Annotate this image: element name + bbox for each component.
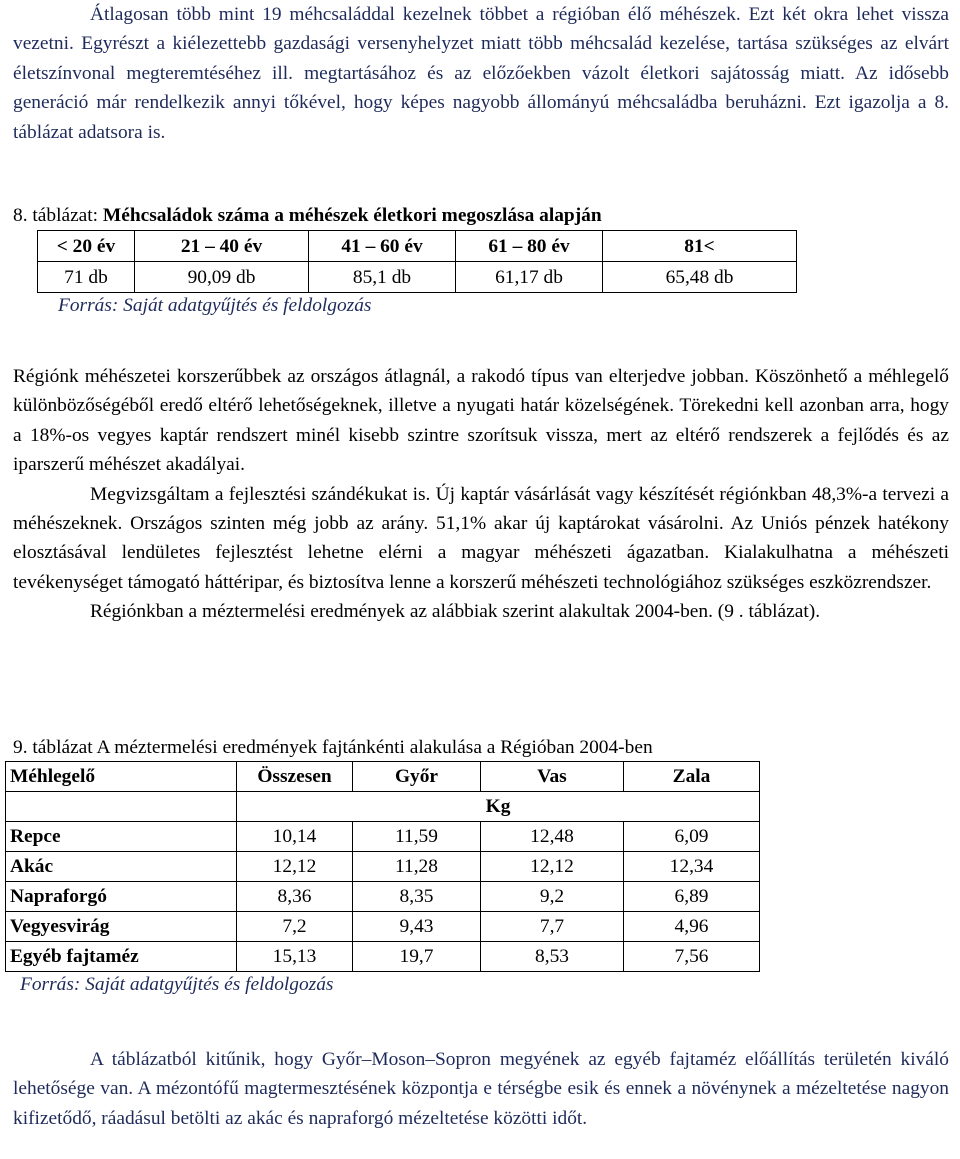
- table8-value-cell: 85,1 db: [309, 262, 456, 293]
- table9-header-cell: Összesen: [237, 762, 353, 792]
- table9-cell: 19,7: [353, 942, 481, 972]
- table9-row-label: Napraforgó: [6, 882, 237, 912]
- table9-row-label: Vegyesvirág: [6, 912, 237, 942]
- table9-cell: 9,2: [481, 882, 624, 912]
- table-row: [6, 942, 760, 972]
- table9-cell: 12,34: [624, 852, 760, 882]
- paragraph-development: Megvizsgáltam a fejlesztési szándékukat is. Új kaptár vásárlását vagy készítését régiónkban 48,3%-a tervezi a méhészeknek. Országos szinten még jobb az arány. 51,1% akar új kaptárokat vásárolni. Az Uniós pénzek hatékony elosztásával lendületes fejlesztést lehetne elérni a magyar méhészeti ágazatban. Kialakulhatna a méhészeti tevékenységet támogató háttéripar, és biztosítva lenne a korszerű méhészeti technológiához szükséges eszközrendszer.: [13, 483, 949, 593]
- table9-cell: 4,96: [624, 912, 760, 942]
- table-row: [6, 852, 760, 882]
- table8-caption-title: Méhcsaládok száma a méhészek életkori megoszlása alapján: [102, 205, 602, 226]
- table9-cell: 12,48: [481, 822, 624, 852]
- table9-cell: 6,09: [624, 822, 760, 852]
- table8-value-cell: 90,09 db: [135, 262, 309, 293]
- table8-value-cell: 65,48 db: [603, 262, 797, 293]
- paragraph-conclusion: A táblázatból kitűnik, hogy Győr–Moson–Sopron megyének az egyéb fajtaméz előállítás területén kiváló lehetősége van. A mézontófű magtermesztésének központja e térségbe esik és ennek a növénynek a mézeltetése nagyon kifizetődő, ráadásul betölti az akác és napraforgó mézeltetése közötti időt.: [13, 1049, 949, 1129]
- table-row: [6, 912, 760, 942]
- table8-value-row: [38, 262, 797, 293]
- table8-caption-prefix: 8. táblázat:: [13, 205, 103, 226]
- table9-empty-cell: [6, 792, 237, 822]
- table8-source: Forrás: Saját adatgyűjtés és feldolgozás: [58, 295, 372, 316]
- table9-cell: 12,12: [237, 852, 353, 882]
- paragraph-modern-hives: Régiónk méhészetei korszerűbbek az országos átlagnál, a rakodó típus van elterjedve jobban. Köszönhető a méhlegelő különbözőségéből eredő eltérő lehetőségeknek, illetve a nyugati határ közelségének. Törekedni kell azonban arra, hogy a 18%-os vegyes kaptár rendszert minél kisebb szintre szorítsuk vissza, mert az eltérő rendszerek a fejlődés és az iparszerű méhészet akadályai.: [13, 366, 949, 476]
- table8-header-cell: < 20 év: [38, 231, 135, 262]
- table-row: [6, 882, 760, 912]
- table9-header-cell: Zala: [624, 762, 760, 792]
- table9-cell: 7,7: [481, 912, 624, 942]
- table-row: [6, 822, 760, 852]
- table8-caption: [13, 201, 949, 230]
- table9-cell: 11,28: [353, 852, 481, 882]
- paragraph-honey-results: Régiónkban a méztermelési eredmények az alábbiak szerint alakultak 2004-ben. (9 . táblázat).: [90, 601, 821, 623]
- table9: [5, 761, 760, 972]
- table9-cell: 8,36: [237, 882, 353, 912]
- table9-cell: 8,53: [481, 942, 624, 972]
- table8-value-cell: 71 db: [38, 262, 135, 293]
- table8-header-row: [38, 231, 797, 262]
- table9-row-label: Egyéb fajtaméz: [6, 942, 237, 972]
- table9-header-cell: Vas: [481, 762, 624, 792]
- table8-header-cell: 81<: [603, 231, 797, 262]
- intro-section: [13, 0, 949, 147]
- table9-header-cell: Méhlegelő: [6, 762, 237, 792]
- conclusion-section: [13, 1045, 949, 1133]
- table9-cell: 6,89: [624, 882, 760, 912]
- paragraph-intro: Átlagosan több mint 19 méhcsaláddal kezelnek többet a régióban élő méhészek. Ezt két okra lehet vissza vezetni. Egyrészt a kiélezettebb gazdasági versenyhelyzet miatt több méhcsalád kezelése, tartása szükséges az elvárt életszínvonal megteremtéséhez ill. megtartásához és az előzőekben vázolt életkori sajátosság miatt. Az idősebb generáció már rendelkezik annyi tőkével, hogy képes nagyobb állományú méhcsaládba beruházni. Ezt igazolja a 8. táblázat adatsora is.: [13, 4, 949, 143]
- table9-header-cell: Győr: [353, 762, 481, 792]
- table9-source: Forrás: Saját adatgyűjtés és feldolgozás: [20, 974, 334, 995]
- table9-cell: 15,13: [237, 942, 353, 972]
- table9-unit-row: [6, 792, 760, 822]
- table9-row-label: Akác: [6, 852, 237, 882]
- table9-cell: 8,35: [353, 882, 481, 912]
- body-section: [13, 362, 949, 627]
- table9-caption: 9. táblázat A méztermelési eredmények fajtánkénti alakulása a Régióban 2004-ben: [13, 737, 653, 758]
- table9-unit-cell: Kg: [237, 792, 760, 822]
- table9-cell: 12,12: [481, 852, 624, 882]
- table9-cell: 9,43: [353, 912, 481, 942]
- table8-header-cell: 21 – 40 év: [135, 231, 309, 262]
- table9-cell: 7,2: [237, 912, 353, 942]
- table8-header-cell: 61 – 80 év: [456, 231, 603, 262]
- table9-cell: 7,56: [624, 942, 760, 972]
- table9-cell: 10,14: [237, 822, 353, 852]
- table9-cell: 11,59: [353, 822, 481, 852]
- table9-header-row: [6, 762, 760, 792]
- table9-row-label: Repce: [6, 822, 237, 852]
- table8-header-cell: 41 – 60 év: [309, 231, 456, 262]
- table8-value-cell: 61,17 db: [456, 262, 603, 293]
- table8: [37, 230, 797, 293]
